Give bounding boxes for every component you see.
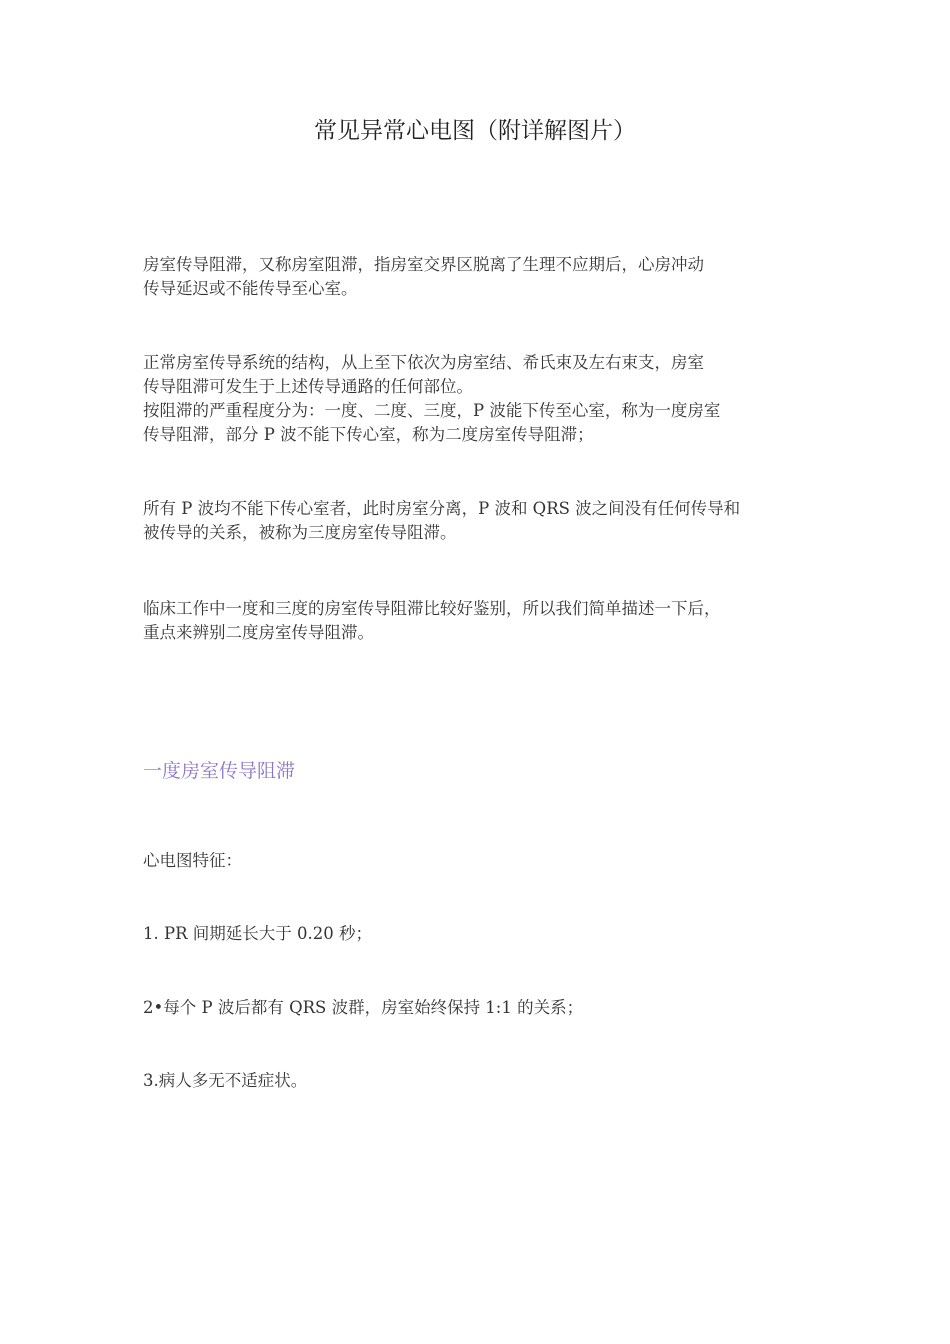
feature-item: 2•每个 P 波后都有 QRS 波群，房室始终保持 1:1 的关系； bbox=[143, 998, 584, 1017]
paragraph-line: 传导阻滞可发生于上述传导通路的任何部位。 bbox=[143, 377, 473, 396]
paragraph-clinical-note bbox=[143, 597, 813, 645]
feature-item: 3.病人多无不适症状。 bbox=[143, 1071, 308, 1090]
paragraph-line: 重点来辨别二度房室传导阻滞。 bbox=[143, 623, 374, 642]
paragraph-av-block-definition bbox=[143, 253, 813, 301]
features-label: 心电图特征： bbox=[143, 851, 242, 870]
paragraph-line: 临床工作中一度和三度的房室传导阻滞比较好鉴别，所以我们简单描述一下后， bbox=[143, 599, 721, 618]
paragraph-line: 正常房室传导系统的结构，从上至下依次为房室结、希氏束及左右束支，房室 bbox=[143, 353, 704, 372]
paragraph-line: 传导延迟或不能传导至心室。 bbox=[143, 279, 358, 298]
feature-item: 1. PR 间期延长大于 0.20 秒； bbox=[143, 924, 372, 943]
paragraph-line: 按阻滞的严重程度分为：一度、二度、三度，P 波能下传至心室，称为一度房室 bbox=[143, 401, 721, 420]
paragraph-conduction-system bbox=[143, 351, 813, 447]
paragraph-line: 被传导的关系，被称为三度房室传导阻滞。 bbox=[143, 523, 457, 542]
paragraph-line: 房室传导阻滞，又称房室阻滞，指房室交界区脱离了生理不应期后，心房冲动 bbox=[143, 255, 704, 274]
section-heading: 一度房室传导阻滞 bbox=[143, 760, 296, 782]
paragraph-third-degree bbox=[143, 497, 813, 545]
paragraph-line: 所有 P 波均不能下传心室者，此时房室分离，P 波和 QRS 波之间没有任何传导和 bbox=[143, 499, 741, 518]
paragraph-line: 传导阻滞，部分 P 波不能下传心室，称为二度房室传导阻滞； bbox=[143, 425, 594, 444]
document-title: 常见异常心电图（附详解图片） bbox=[314, 118, 636, 144]
